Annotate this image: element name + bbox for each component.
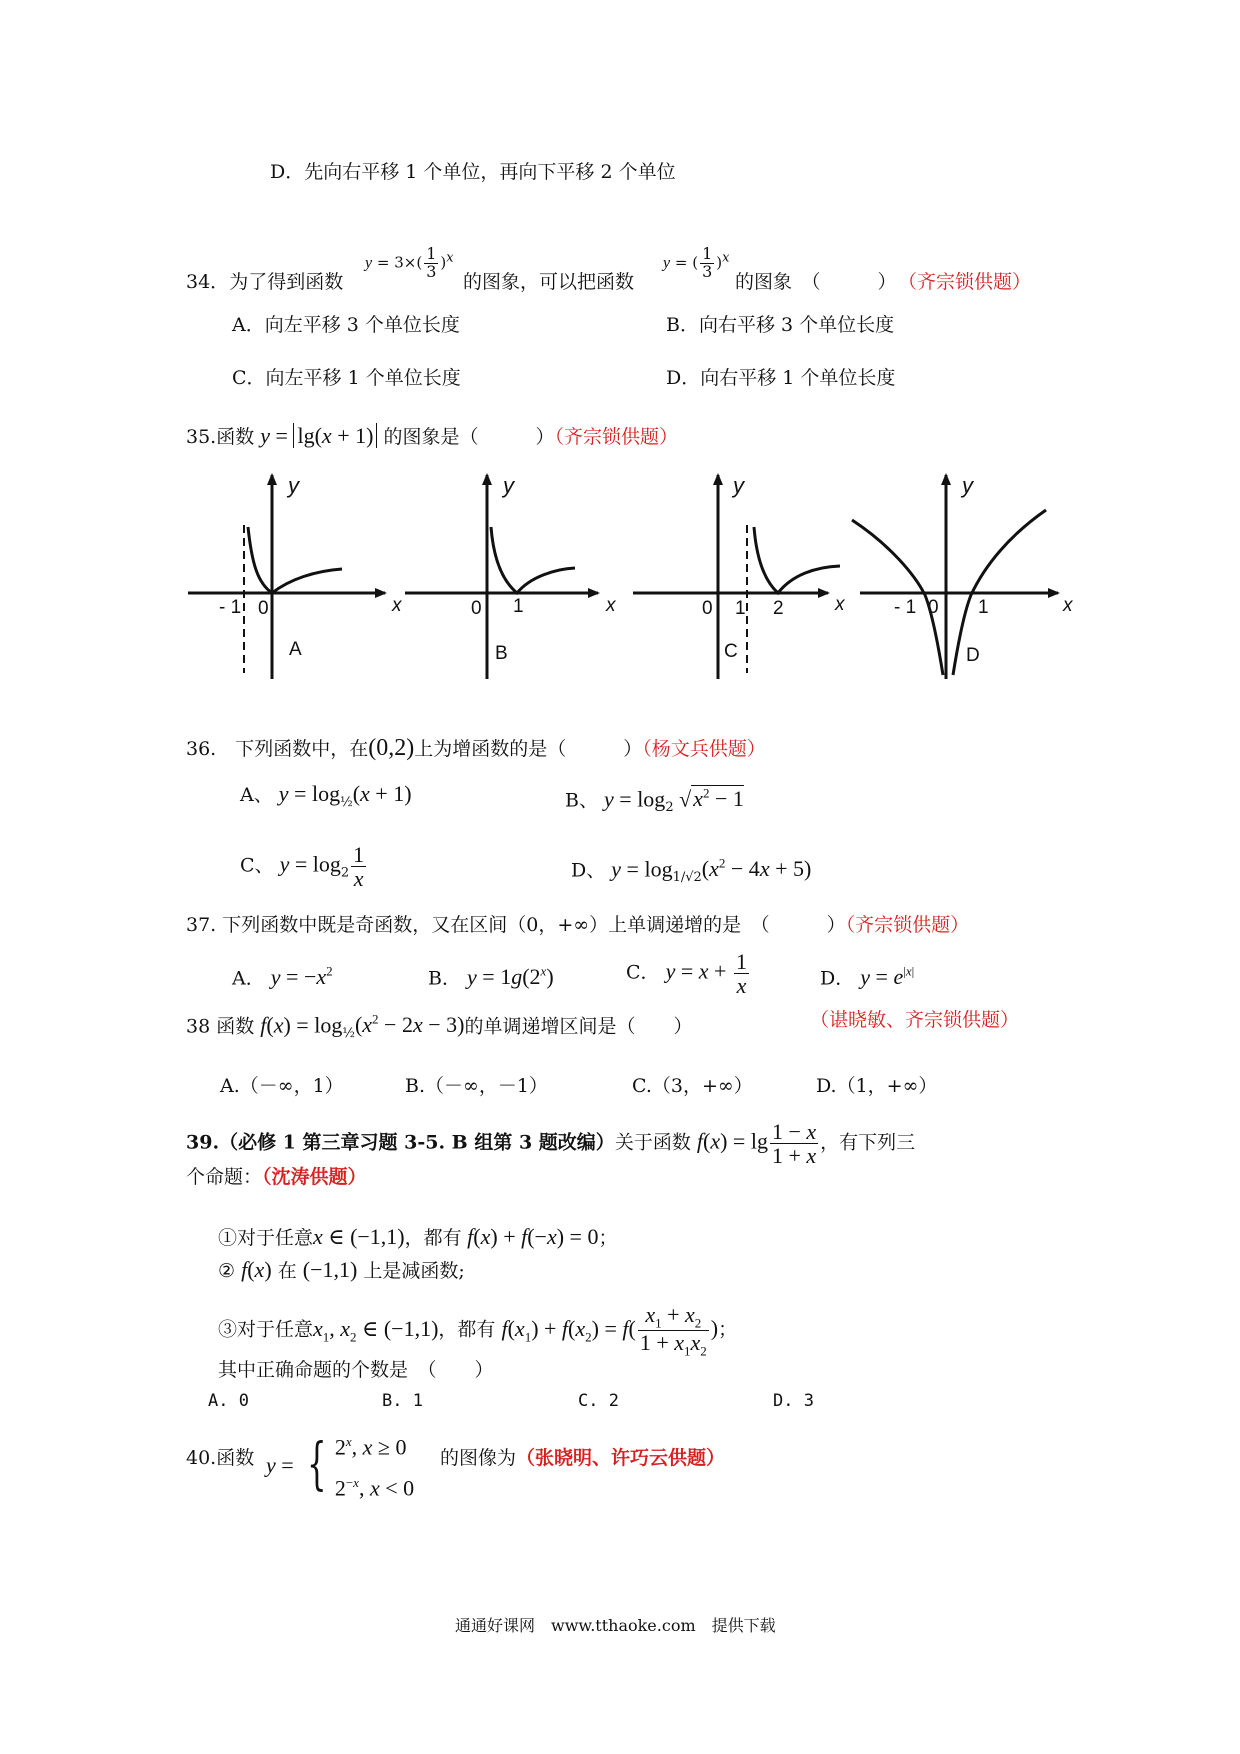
svg-text:y: y: [503, 473, 514, 498]
q39-p2-text3: 上是减函数;: [363, 1260, 465, 1282]
q40-text: 函数: [216, 1447, 255, 1469]
q39-question: 其中正确命题的个数是 （ ）: [218, 1359, 494, 1381]
q34-formula-source: y = ( $\frac{1}{3}$ )$^x$: [663, 244, 730, 281]
q36-label-c: C、: [240, 854, 274, 877]
svg-text:0: 0: [258, 598, 269, 619]
q34-source: （齐宗锁供题）: [898, 271, 1032, 293]
q35-number: 35.: [186, 426, 217, 448]
q40-number: 40.: [186, 1447, 217, 1469]
q37-option-d: D． $y = e^{|x|}$: [820, 964, 915, 990]
q39-p1-text2: ，都有: [404, 1227, 462, 1249]
q39-proposition-3: ③对于任意$x_1$, $x_2$ ∈ (−1,1)，都有 $f(x_1) + f(x_2) = f$( $\frac{x_1 + x_2}{1 + x_1x_2}$ )；: [218, 1302, 738, 1359]
q39-stem-line2: [186, 1165, 367, 1189]
q38-stem: 38 函数 $f(x) = \log_{\frac{1}{2}}(x^2 - 2x - 3)$的单调递增区间是（ ）: [186, 1012, 693, 1042]
q37-label-d: D．: [820, 967, 855, 990]
q39-head: （必修 1 第三章习题 3-5. B 组第 3 题改编）: [219, 1131, 615, 1154]
q36-option-c: C、 $y = \log_2$ $\frac{1}{x}$: [240, 842, 365, 892]
q38-option-c: C.（3，+∞）: [632, 1075, 753, 1097]
q36-option-a: A、 $y = \log_{\frac{1}{2}}(x + 1)$: [240, 781, 412, 810]
q37-option-b: B． $y = 1g(2^x)$: [428, 964, 554, 990]
q35-text: 函数: [216, 426, 255, 448]
q36-option-d: D、 $y = \log_{1/√2}(x^2 - 4x + 5)$: [571, 856, 812, 886]
svg-text:y: y: [962, 473, 973, 498]
q37-label-b: B．: [428, 967, 461, 990]
page-footer: 通通好课网 www.tthaoke.com 提供下载: [455, 1616, 776, 1635]
q35-text2: 的图象是（ ）: [383, 426, 555, 448]
svg-text:x: x: [835, 594, 845, 615]
q37-text: 下列函数中既是奇函数，又在区间（0，+∞）上单调递增的是 （ ）: [222, 914, 846, 936]
q36-text: 下列函数中，在: [235, 738, 369, 760]
svg-text:- 1: - 1: [219, 597, 242, 618]
q36-source: （杨文兵供题）: [642, 738, 766, 760]
q34-text3: 的图象 （ ）: [735, 271, 897, 293]
q34-stem: [186, 270, 343, 294]
q34-text2: 的图象，可以把函数: [463, 271, 635, 293]
q37-option-c: C． y = x + $\frac{1}{x}$: [626, 949, 747, 999]
q37-label-a: A．: [232, 967, 265, 990]
svg-text:0: 0: [928, 597, 939, 618]
q39-p2-text2: 在: [277, 1260, 297, 1282]
q39-text3: 个命题：: [186, 1166, 263, 1188]
q36-text2: 上为增函数的是（ ）: [414, 738, 643, 760]
q37-label-c: C．: [626, 961, 660, 984]
q39-proposition-1: ①对于任意x ∈ (−1,1)，都有 f(x) + f(−x) = 0；: [218, 1224, 618, 1249]
svg-text:x: x: [392, 595, 402, 616]
svg-text:2: 2: [773, 598, 784, 619]
q34-formula-target: y = 3×( $\frac{1}{3}$ )$^x$: [365, 244, 454, 281]
q40-text2: [440, 1446, 725, 1470]
q37-source: （齐宗锁供题）: [845, 914, 970, 936]
q36-label-b: B、: [565, 789, 598, 812]
graph-d: [852, 475, 1058, 679]
q35-formula: y: [260, 423, 271, 448]
q38-option-a: A.（－∞，1）: [220, 1075, 344, 1097]
svg-text:0: 0: [702, 598, 713, 619]
q40-text2-label: 的图像为: [440, 1447, 517, 1469]
q35-source: （齐宗锁供题）: [554, 426, 678, 448]
q36-stem: 36. 下列函数中，在(0,2)上为增函数的是（ ）（杨文兵供题）: [186, 735, 766, 761]
q38-option-b: B.（－∞，－1）: [405, 1075, 548, 1097]
q36-label-a: A、: [240, 784, 273, 806]
svg-text:A: A: [289, 639, 302, 660]
svg-text:0: 0: [471, 598, 482, 619]
q40-formula: y = { 2$^x$, x ≥ 0 $2^{-x}$, x < 0: [266, 1432, 415, 1501]
q37-option-a: A． $y = -x^2$: [232, 964, 333, 990]
q36-option-b: B、 $y = \log_2 √x^2 - 1$: [565, 786, 744, 816]
q34-option-a: A．向左平移 3 个单位长度: [232, 314, 460, 336]
q39-p3-text: ③对于任意: [218, 1318, 314, 1341]
q38-option-d: D.（1，+∞）: [816, 1075, 938, 1097]
q36-number: 36.: [186, 738, 217, 760]
svg-text:1: 1: [513, 596, 524, 617]
q39-option-a: A. 0: [208, 1391, 249, 1411]
q39-p2-text: ②: [218, 1260, 236, 1282]
q38-number: 38 函数: [186, 1015, 255, 1038]
svg-text:y: y: [288, 473, 299, 498]
svg-text:1: 1: [978, 597, 989, 618]
q39-option-b: B. 1: [382, 1391, 423, 1411]
svg-text:x: x: [1063, 595, 1073, 616]
q39-option-d: D. 3: [773, 1391, 814, 1411]
graph-a: [188, 475, 385, 679]
q36-label-d: D、: [571, 859, 606, 882]
q39-number: 39.: [186, 1131, 220, 1154]
q35-stem: 35.函数 y = lg(x + 1) 的图象是（ ）（齐宗锁供题）: [186, 423, 678, 448]
q39-option-c: C. 2: [578, 1391, 619, 1411]
svg-text:C: C: [724, 641, 738, 662]
q39-p3-text2: ，都有: [438, 1318, 496, 1341]
q34-number: 34．: [186, 271, 230, 293]
q38-source: （谌晓敏、齐宗锁供题）: [810, 1009, 1020, 1031]
svg-text:y: y: [733, 473, 744, 498]
q34-text: 为了得到函数: [229, 271, 344, 293]
q34-option-b: B．向右平移 3 个单位长度: [666, 314, 895, 336]
q40-stem: [186, 1446, 254, 1470]
svg-text:1: 1: [735, 598, 746, 619]
q39-stem: 39.（必修 1 第三章习题 3-5. B 组第 3 题改编）关于函数 f(x) = lg $\frac{1 - x}{1 + x}$ ，有下列三: [186, 1119, 916, 1169]
q33-option-d: D．先向右平移 1 个单位，再向下平移 2 个单位: [270, 161, 676, 183]
svg-text:- 1: - 1: [894, 597, 917, 618]
q39-source: （沈涛供题）: [262, 1166, 367, 1188]
q39-p1-text: ①对于任意: [218, 1227, 314, 1249]
q37-stem: [186, 913, 969, 937]
svg-text:x: x: [606, 595, 616, 616]
q34-option-c: C．向左平移 1 个单位长度: [232, 367, 461, 389]
q39-text: 关于函数: [614, 1131, 691, 1154]
q34-option-d: D．向右平移 1 个单位长度: [666, 367, 896, 389]
q38-text: 的单调递增区间是（ ）: [464, 1015, 693, 1038]
q35-graphs: [0, 465, 1240, 705]
q37-number: 37.: [186, 914, 217, 936]
q40-source: （张晓明、许巧云供题）: [516, 1447, 726, 1469]
q39-proposition-2: ② f(x) 在 (−1,1) 上是减函数;: [218, 1257, 465, 1282]
q39-text2: ，有下列三: [820, 1131, 916, 1154]
svg-text:D: D: [966, 645, 980, 666]
svg-text:B: B: [495, 643, 508, 664]
